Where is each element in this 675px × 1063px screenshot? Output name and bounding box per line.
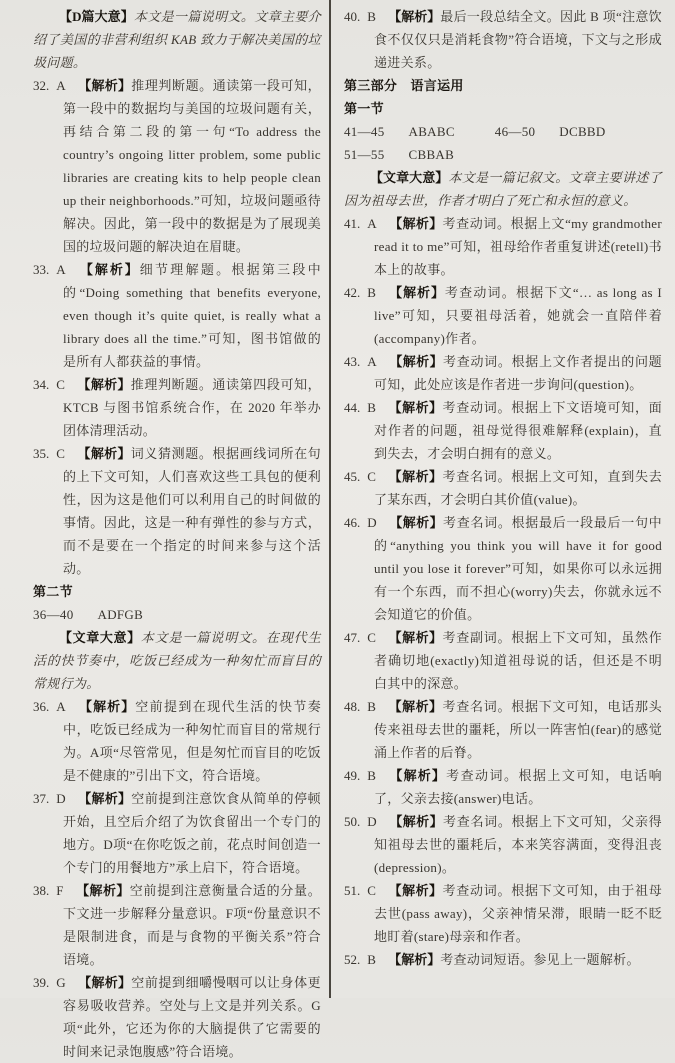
item-number: 45. bbox=[344, 469, 361, 484]
item-number: 36. bbox=[33, 699, 50, 714]
answer-explanation-item bbox=[33, 373, 321, 442]
answer-key-line bbox=[344, 143, 662, 166]
analysis-label: 【解析】 bbox=[388, 216, 443, 231]
item-explanation-text: 空前提到注意饮食从简单的停顿开始，且空后介绍了为饮食留出一个专门的地方。D项“在你吃饭之前，花点时间创造一个专门的用餐地方”承上启下，符合语境。 bbox=[63, 791, 321, 875]
answer-key-pair bbox=[33, 603, 143, 626]
analysis-label: 【解析】 bbox=[388, 814, 444, 829]
item-explanation-text: 考查动词。根据上文作者提出的问题可知，此处应该是作者进一步询问(question)。 bbox=[374, 354, 662, 392]
answer-explanation-item bbox=[33, 74, 321, 258]
summary-label: 【D篇大意】 bbox=[59, 9, 134, 24]
analysis-label: 【解析】 bbox=[77, 446, 131, 461]
item-number: 33. bbox=[33, 262, 50, 277]
item-explanation-text: 考查名词。根据上文可知，直到失去了某东西，才会明白其价值(value)。 bbox=[374, 469, 662, 507]
item-answer-letter: B bbox=[367, 9, 377, 24]
answer-key-line bbox=[33, 603, 321, 626]
item-number: 46. bbox=[344, 515, 361, 530]
item-number: 47. bbox=[344, 630, 361, 645]
analysis-label: 【解析】 bbox=[388, 952, 441, 967]
item-answer-letter: D bbox=[367, 515, 377, 530]
item-answer-letter: A bbox=[367, 354, 377, 369]
summary-label: 【文章大意】 bbox=[59, 630, 141, 645]
item-explanation-text: 空前提到注意衡量合适的分量。下文进一步解释分量意识。F项“份量意识不是限制进食，而是与食物的平衡关系”符合语境。 bbox=[63, 883, 321, 967]
passage-summary bbox=[33, 5, 321, 74]
answer-explanation-item bbox=[344, 212, 662, 281]
answer-explanation-item bbox=[344, 5, 662, 74]
item-number: 42. bbox=[344, 285, 361, 300]
item-number: 37. bbox=[33, 791, 50, 806]
answer-explanation-item bbox=[33, 971, 321, 1063]
item-explanation-text: 考查名词。根据上下文可知，父亲得知祖母去世的噩耗后，本来笑容满面，变得沮丧(depression)。 bbox=[374, 814, 662, 875]
item-explanation-text: 推理判断题。通读第四段可知，KTCB 与图书馆系统合作，在 2020 年举办团体清理活动。 bbox=[63, 377, 321, 438]
item-answer-letter: F bbox=[56, 883, 64, 898]
answer-letters: ADFGB bbox=[97, 607, 144, 622]
section-title: 第三部分 语言运用 bbox=[344, 78, 464, 93]
analysis-label: 【解析】 bbox=[388, 469, 443, 484]
item-number: 39. bbox=[33, 975, 50, 990]
item-number: 51. bbox=[344, 883, 361, 898]
item-number: 44. bbox=[344, 400, 361, 415]
answer-range: 36—40 bbox=[33, 607, 74, 622]
item-explanation-text: 最后一段总结全文。因此 B 项“注意饮食不仅仅只是消耗食物”符合语境，下文与之形成递进关系。 bbox=[374, 9, 662, 70]
column-right bbox=[344, 5, 662, 971]
section-header bbox=[33, 580, 321, 603]
summary-text: 本文是一篇说明文。文章主要介绍了美国的非营利组织 KAB 致力于解决美国的垃圾问题。 bbox=[33, 9, 322, 70]
item-explanation-text: 细节理解题。根据第三段中的“Doing something that benefits everyone, even though it’s quite quiet, is really what a library does all the time.”可知，图书馆做的是所有人都获益的事情。 bbox=[63, 262, 321, 369]
item-number: 32. bbox=[33, 78, 50, 93]
item-explanation-text: 考查动词。根据下文可知，由于祖母去世(pass away)，父亲神情呆滞，眼睛一眨不眨地盯着(stare)母亲和作者。 bbox=[374, 883, 662, 944]
answer-explanation-item bbox=[344, 626, 662, 695]
answer-key-pair bbox=[344, 143, 454, 166]
item-number: 34. bbox=[33, 377, 50, 392]
item-explanation-text: 考查动词。根据上下文语境可知，面对作者的问题，祖母觉得很难解释(explain)，直到失去，才会明白拥有的意义。 bbox=[374, 400, 662, 461]
item-answer-letter: C bbox=[367, 883, 377, 898]
analysis-label: 【解析】 bbox=[75, 883, 130, 898]
answer-explanation-item bbox=[344, 764, 662, 810]
item-answer-letter: B bbox=[367, 400, 377, 415]
item-number: 49. bbox=[344, 768, 361, 783]
item-explanation-text: 推理判断题。通读第一段可知，第一段中的数据均与美国的垃圾问题有关，再结合第二段的第一句“To address the country’s ongoing litter problem, some public libraries are creating kits to help people clean up their neighborhoods.”可知，垃圾问题亟待解决。因此，第一段中的数据是为了展现美国的垃圾问题的解决迫在眉睫。 bbox=[63, 78, 321, 254]
answer-explanation-item bbox=[344, 396, 662, 465]
answer-letters: CBBAB bbox=[408, 147, 455, 162]
analysis-label: 【解析】 bbox=[388, 285, 445, 300]
answer-key-line bbox=[344, 120, 662, 143]
answer-explanation-item bbox=[344, 465, 662, 511]
item-answer-letter: A bbox=[56, 78, 66, 93]
answer-explanation-item bbox=[33, 787, 321, 879]
answer-explanation-item bbox=[33, 442, 321, 580]
item-answer-letter: A bbox=[367, 216, 377, 231]
answer-letters: DCBBD bbox=[559, 124, 606, 139]
answer-explanation-item bbox=[33, 695, 321, 787]
answer-range: 41—45 bbox=[344, 124, 385, 139]
analysis-label: 【解析】 bbox=[388, 768, 447, 783]
item-answer-letter: A bbox=[56, 699, 66, 714]
answer-explanation-item bbox=[344, 511, 662, 626]
item-explanation-text: 空前提到细嚼慢咽可以让身体更容易吸收营养。空处与上文是并列关系。G项“此外，它还为你的大脑提供了它需要的时间来记录饱腹感”符合语境。 bbox=[63, 975, 321, 1059]
item-number: 40. bbox=[344, 9, 361, 24]
answer-key-pair bbox=[495, 120, 606, 143]
summary-text: 本文是一篇记叙文。文章主要讲述了因为祖母去世，作者才明白了死亡和永恒的意义。 bbox=[344, 170, 662, 208]
item-explanation-text: 空前提到在现代生活的快节奏中，吃饭已经成为一种匆忙而盲目的常规行为。A项“尽管常见，但是匆忙而盲目的吃饭是不健康的”引出下文，符合语境。 bbox=[63, 699, 321, 783]
item-answer-letter: B bbox=[367, 699, 377, 714]
item-answer-letter: B bbox=[367, 952, 377, 967]
analysis-label: 【解析】 bbox=[77, 699, 136, 714]
answer-explanation-item bbox=[33, 258, 321, 373]
analysis-label: 【解析】 bbox=[77, 377, 131, 392]
answer-range: 51—55 bbox=[344, 147, 385, 162]
item-explanation-text: 考查名词。根据下文可知，电话那头传来祖母去世的噩耗，所以一阵害怕(fear)的感觉涌上作者的后脊。 bbox=[374, 699, 662, 760]
passage-summary bbox=[33, 626, 321, 695]
analysis-label: 【解析】 bbox=[388, 515, 444, 530]
item-number: 35. bbox=[33, 446, 50, 461]
summary-text: 本文是一篇说明文。在现代生活的快节奏中，吃饭已经成为一种匆忙而盲目的常规行为。 bbox=[33, 630, 321, 691]
summary-label: 【文章大意】 bbox=[370, 170, 449, 185]
analysis-label: 【解析】 bbox=[388, 400, 443, 415]
item-explanation-text: 考查动词短语。参见上一题解析。 bbox=[440, 952, 640, 967]
item-number: 38. bbox=[33, 883, 50, 898]
item-answer-letter: D bbox=[367, 814, 377, 829]
answer-explanation-item bbox=[344, 948, 662, 971]
answer-key-pair bbox=[344, 120, 455, 143]
item-number: 50. bbox=[344, 814, 361, 829]
item-explanation-text: 考查动词。根据上文“my grandmother read it to me”可知，祖母给作者重复讲述(retell)书本上的故事。 bbox=[374, 216, 662, 277]
answer-explanation-item bbox=[344, 879, 662, 948]
analysis-label: 【解析】 bbox=[77, 791, 132, 806]
item-answer-letter: C bbox=[367, 469, 377, 484]
answer-explanation-item bbox=[344, 695, 662, 764]
answer-explanation-item bbox=[344, 281, 662, 350]
analysis-label: 【解析】 bbox=[77, 78, 132, 93]
passage-summary bbox=[344, 166, 662, 212]
analysis-label: 【解析】 bbox=[388, 354, 444, 369]
section-header bbox=[344, 97, 662, 120]
answer-explanation-item bbox=[344, 810, 662, 879]
section-header bbox=[344, 74, 662, 97]
analysis-label: 【解析】 bbox=[77, 262, 140, 277]
item-explanation-text: 考查副词。根据上下文可知，虽然作者确切地(exactly)知道祖母说的话，但还是不明白其中的深意。 bbox=[374, 630, 662, 691]
answer-explanation-item bbox=[33, 879, 321, 971]
item-answer-letter: C bbox=[367, 630, 377, 645]
item-answer-letter: A bbox=[56, 262, 66, 277]
item-answer-letter: G bbox=[56, 975, 66, 990]
item-explanation-text: 考查动词。根据上文可知，电话响了，父亲去接(answer)电话。 bbox=[374, 768, 662, 806]
item-answer-letter: B bbox=[367, 285, 377, 300]
answer-range: 46—50 bbox=[494, 124, 536, 139]
item-explanation-text: 考查动词。根据下文“… as long as I live”可知，只要祖母活着，她就会一直陪伴着(accompany)作者。 bbox=[374, 285, 662, 346]
analysis-label: 【解析】 bbox=[77, 975, 132, 990]
item-answer-letter: D bbox=[56, 791, 66, 806]
analysis-label: 【解析】 bbox=[388, 699, 443, 714]
item-number: 52. bbox=[344, 952, 361, 967]
analysis-label: 【解析】 bbox=[388, 9, 441, 24]
item-answer-letter: B bbox=[367, 768, 377, 783]
analysis-label: 【解析】 bbox=[388, 630, 443, 645]
item-number: 43. bbox=[344, 354, 361, 369]
item-number: 41. bbox=[344, 216, 361, 231]
column-left bbox=[33, 5, 321, 1063]
analysis-label: 【解析】 bbox=[388, 883, 443, 898]
section-title: 第一节 bbox=[344, 101, 384, 116]
item-answer-letter: C bbox=[56, 377, 66, 392]
answer-letters: ABABC bbox=[408, 124, 455, 139]
column-divider-line bbox=[329, 0, 331, 998]
answer-explanation-item bbox=[344, 350, 662, 396]
item-answer-letter: C bbox=[56, 446, 66, 461]
item-explanation-text: 词义猜测题。根据画线词所在句的上下文可知，人们喜欢这些工具包的便利性，因为这是他们可以利用自己的时间做的事情。因此，这是一种有弹性的参与方式，而不是要在一个指定的时间来参与这个活动。 bbox=[63, 446, 321, 576]
item-explanation-text: 考查名词。根据最后一段最后一句中的“anything you think you will have it for good until you lose it forever”可知，如果你可以永远拥有一个东西，而不担心(worry)失去，你就永远不会知道它的价值。 bbox=[374, 515, 662, 622]
item-number: 48. bbox=[344, 699, 361, 714]
section-title: 第二节 bbox=[33, 584, 73, 599]
